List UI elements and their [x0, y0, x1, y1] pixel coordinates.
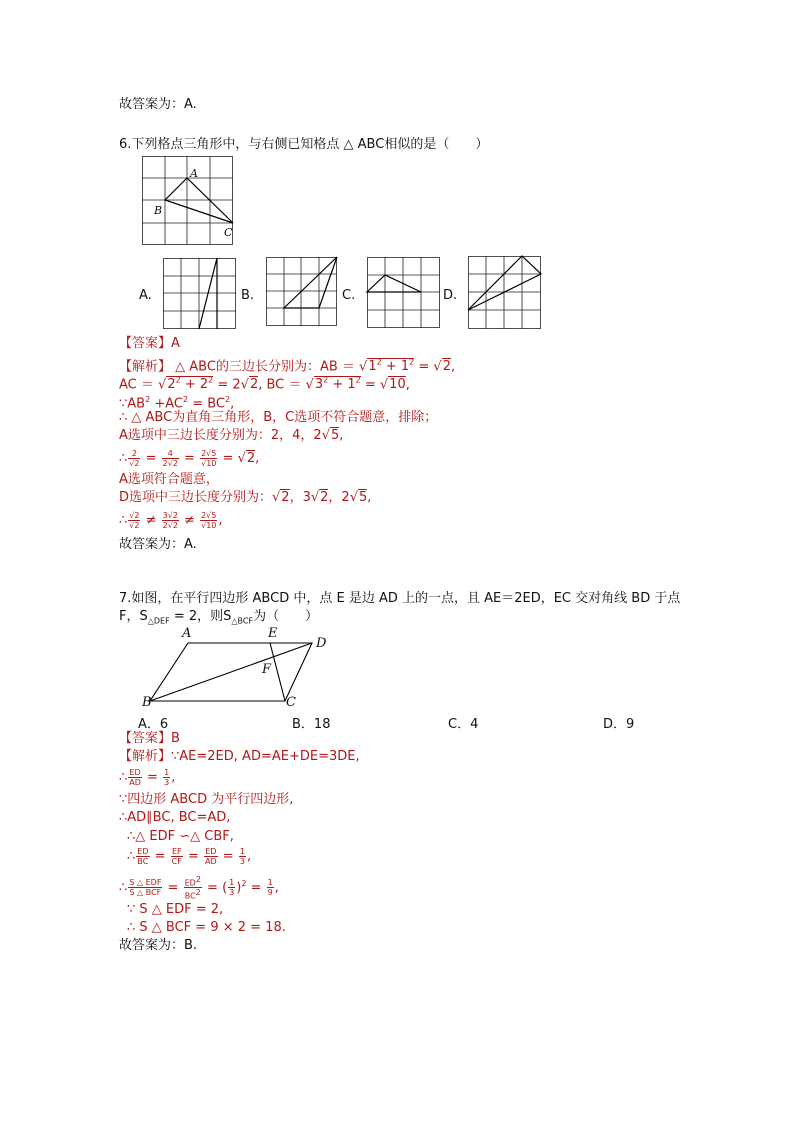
q6-option-a-figure — [163, 258, 237, 330]
q7-analysis-line-2: ∴ $\frac{ED}{AD}$ = $\frac{1}{3}$ , — [119, 768, 176, 787]
q7-stem-line-1: 7.如图，在平行四边形 ABCD 中，点 E 是边 AD 上的一点，且 AE＝2ED，EC 交对角线 BD 于点 — [119, 591, 681, 606]
q6-option-a-label: A. — [139, 288, 152, 303]
q6-analysis-line-4: ∴ △ ABC为直角三角形，B，C选项不符合题意，排除； — [119, 410, 438, 425]
q7-option-a: A．6 — [138, 717, 169, 732]
q6-option-b-label: B. — [241, 288, 255, 303]
q7-label-e: E — [268, 626, 278, 641]
q7-analysis-line-1: 【解析】∵AE=2ED, AD=AE+DE=3DE, — [119, 749, 360, 764]
q7-label-b: B — [142, 695, 152, 710]
q6-analysis-line-2: AC ＝ $√2^2 + 2^2 = 2√2$, BC ＝ $√3^2 + 1^2 = √10$, — [119, 376, 410, 393]
q6-option-d-figure — [468, 256, 542, 330]
q7-analysis-line-8: ∵ S △ EDF = 2, — [127, 902, 224, 917]
q6-label-c: C — [224, 226, 233, 239]
q7-stem-line-2: F，$S_{\triangle DEF} = 2$，则$S_{\triangle BCF}$为（ ） — [119, 609, 319, 626]
q7-option-c: C．4 — [448, 717, 479, 732]
q7-analysis-line-9: ∴ S △ BCF = 9 × 2 = 18. — [127, 920, 286, 935]
q6-label-a: A — [190, 167, 198, 180]
q6-analysis-line-7: A选项符合题意， — [119, 472, 219, 487]
prev-conclusion: 故答案为：A. — [119, 97, 197, 112]
q6-analysis-line-6: ∴ $\frac{2}{√2}$ = $\frac{4}{2√2}$ = $\frac{2√5}{√10}$ = √2, — [119, 449, 260, 468]
q6-conclusion: 故答案为：A. — [119, 537, 197, 552]
q6-option-c-figure — [367, 257, 441, 329]
q7-conclusion: 故答案为：B. — [119, 938, 198, 953]
q6-stem: 6.下列格点三角形中，与右侧已知格点 △ ABC相似的是（ ） — [119, 137, 489, 152]
triangle-abc — [165, 178, 233, 223]
q7-analysis-line-7: ∴ $\frac{\text{S △ EDF}}{\text{S △ BCF}}$ = $\frac{ED^2}{BC^2}$ = ( $\frac{1}{3}$ )$^2$ = $\frac{1}{9}$ , — [119, 874, 279, 901]
q6-option-d-label: D. — [443, 288, 458, 303]
q7-label-c: C — [286, 695, 296, 710]
q7-option-d: D．9 — [603, 717, 635, 732]
q6-analysis-line-9: ∴ $\frac{√2}{√2}$ ≠ $\frac{3√2}{2√2}$ ≠ $\frac{2√5}{√10}$ , — [119, 511, 223, 530]
q6-grid-figure — [142, 156, 234, 246]
q7-analysis-line-4: ∴AD∥BC, BC=AD, — [119, 810, 231, 825]
q6-option-b-figure — [266, 257, 338, 327]
q7-answer-line: 【答案】B — [119, 731, 180, 746]
q7-label-f: F — [262, 662, 272, 677]
q7-analysis-line-5: ∴△ EDF ∽△ CBF, — [127, 829, 234, 844]
q6-analysis-line-1: 【解析】 △ ABC的三边长分别为：AB ＝ $√1^2 + 1^2 = √2$, — [119, 358, 456, 375]
q6-label-b: B — [154, 204, 163, 217]
q7-analysis-line-3: ∵四边形 ABCD 为平行四边形, — [119, 792, 294, 807]
q6-analysis-line-8: D选项中三边长度分别为：√2，3√2，2√5, — [119, 490, 372, 505]
q7-label-d: D — [316, 636, 327, 651]
q6-analysis-line-5: A选项中三边长度分别为：2，4，2√5, — [119, 428, 344, 443]
q7-option-b: B．18 — [292, 717, 331, 732]
q7-label-a: A — [182, 626, 192, 641]
q7-analysis-line-6: ∴ $\frac{ED}{BC}$ = $\frac{EF}{CF}$ = $\frac{ED}{AD}$ = $\frac{1}{3}$ , — [127, 847, 252, 866]
q6-answer-line: 【答案】A — [119, 336, 180, 351]
q6-analysis-line-3: $\because AB^2 +AC^2 = BC^2$, — [119, 395, 235, 412]
q6-option-c-label: C. — [342, 288, 356, 303]
